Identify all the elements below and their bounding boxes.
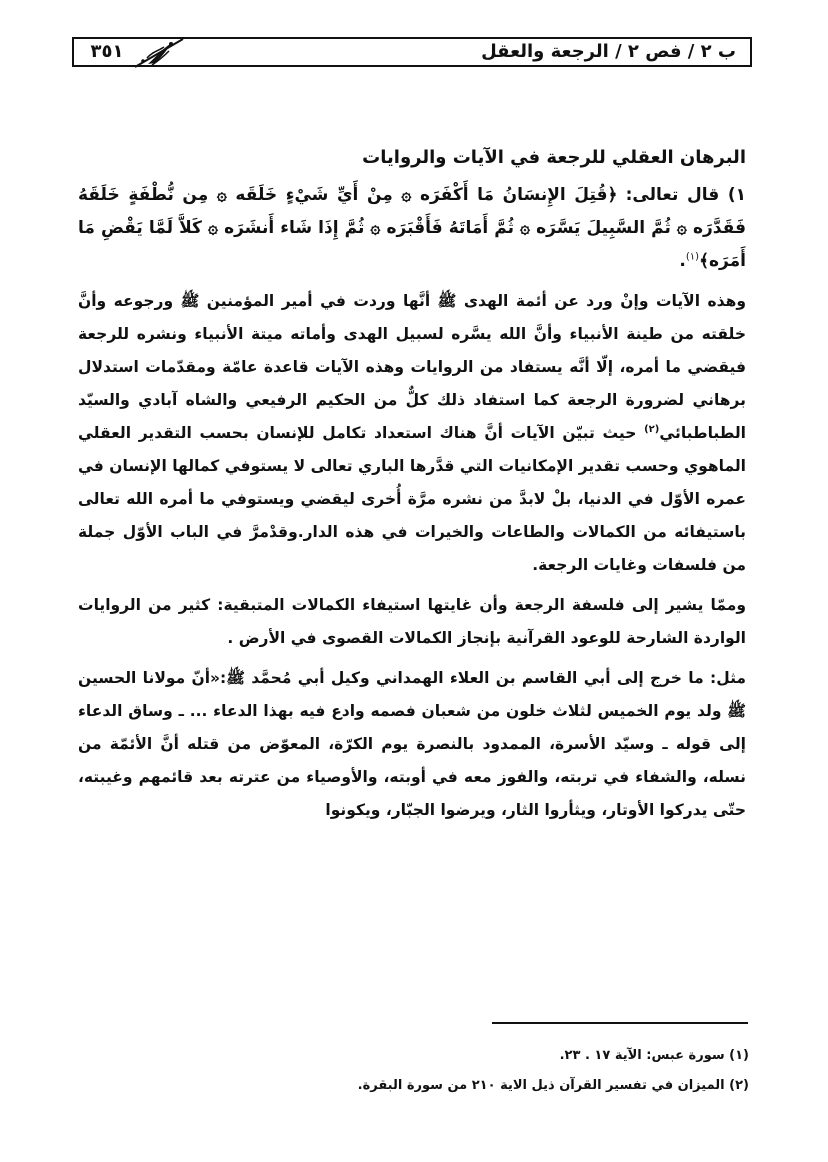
footnote-1: (١) سورة عبس: الآية ١٧ . ٢٣. [559,1048,749,1063]
example-paragraph: مثل: ما خرج إلى أبي القاسم بن العلاء الهمداني وكيل أبي مُحمَّد ﷺ:«أنّ مولانا الحسين ﷺ ولد يوم الخميس لثلاث خلون من شعبان فصمه وادع فيه بهذا الدعاء ... ـ وساق الدعاء إلى قوله ـ وسيّد الأسرة، الممدود بالنصرة يوم الكرّة، المعوّض من قتله أنَّ الأئمّة من نسله، والشفاء في تربته، والفوز معه في أوبته، والأوصياء من عترته بعد قائمهم وغيبته، حتّى يدركوا الأوتار، ويثأروا الثار، ويرضوا الجبّار، ويكونوا [78,669,746,819]
argument-paragraph [78,285,746,582]
argument-text-part-1: وهذه الآيات وإنْ ورد عن أئمة الهدى ﷺ أنَّها وردت في أمير المؤمنين ﷺ ورجوعه وأنَّ خلقته من طينة الأنبياء وأنَّ الله يسَّره لسبيل الهدى وأماته ميتة الأنبياء ونشره للرجعة فيقضي ما أمره، إلّا أنَّه يستفاد من الروايات وهذه الآيات قاعدة عامّة ومقدّمات استدلال برهاني لضرورة الرجعة كما استفاد ذلك كلٌّ من الحكيم الرفيعي والشاه آبادي والسيّد الطباطبائي [78,292,746,442]
page-number: ٣٥١ [90,41,124,62]
footnote-2: (٢) الميزان في تفسير القرآن ذيل الاية ٢١٠ من سورة البقرة. [357,1078,749,1093]
footnotes [269,1041,749,1101]
footnote-reference-1: (١) [685,251,700,263]
header-ornament-icon [133,36,185,70]
main-text [78,139,746,834]
footnote-reference-2: (٢) [644,423,660,435]
philosophy-paragraph: وممّا يشير إلى فلسفة الرجعة وأن غايتها استيفاء الكمالات المتبقية: كثير من الروايات الواردة الشارحة للوعود القرآنية بإنجاز الكمالات القصوى في الأرض . [78,596,746,647]
running-header-title: ب ٢ / فص ٢ / الرجعة والعقل [481,41,736,62]
argument-text-part-2: حيث تبيّن الآيات أنَّ هناك استعداد تكامل للإنسان بحسب التقدير العقلي الماهوي وحسب تقدير الإمكانيات التي قدَّرها الباري تعالى لا يستوفي كمالها الإنسان في عمره الأوّل في الدنيا، بلْ لابدَّ من نشره مرَّة أُخرى ليقضي ويستوفي ما أمره الله تعالى باستيفائه من الكمالات والطاعات والخيرات في هذه الدار.وقدْمرَّ في الباب الأوّل جملة من فلسفات وغايات الرجعة. [78,424,746,574]
section-title: البرهان العقلي للرجعة في الآيات والروايات [362,147,746,168]
quran-intro: ١) قال تعالى: [625,185,746,205]
quran-verses: ﴿قُتِلَ الإِنسَانُ مَا أَكْفَرَه ۞ مِنْ أَيِّ شَيْءٍ خَلَقَه ۞ مِن نُّطْفَةٍ خَلَقَهُ فَقَدَّرَه ۞ ثُمَّ السَّبِيلَ يَسَّرَه ۞ ثُمَّ أَمَاتَهُ فَأَقْبَرَه ۞ ثُمَّ إِذَا شَاء أَنشَرَه ۞ كَلاَّ لَمَّا يَقْضِ مَا أَمَرَه﴾ [78,185,746,271]
footnote-divider [492,1022,748,1024]
quran-paragraph [78,179,746,278]
quran-end-punctuation: . [679,251,686,271]
